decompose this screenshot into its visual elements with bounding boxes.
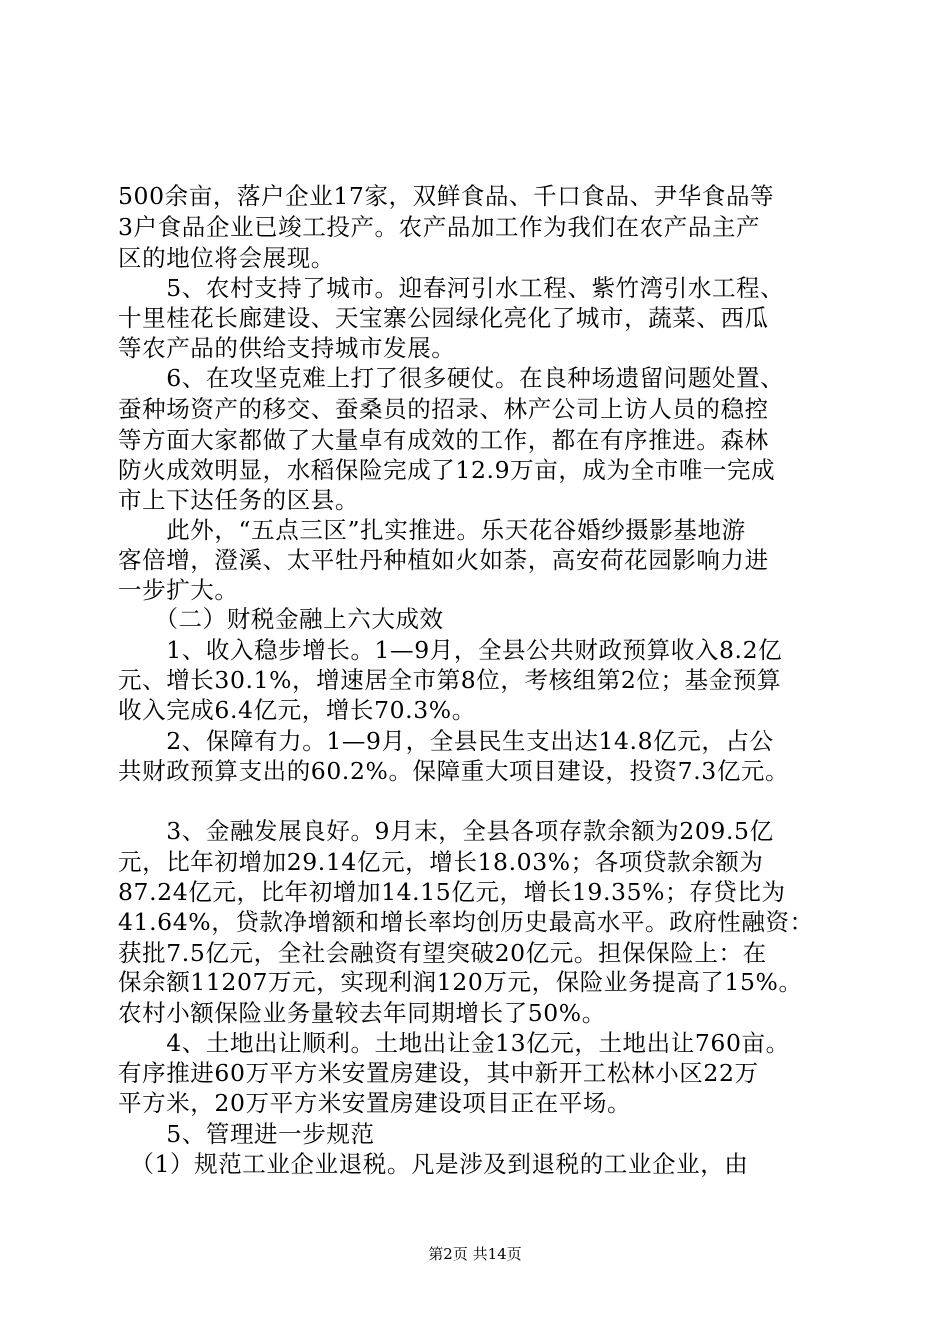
- text-line: 此外，“五点三区”扎实推进。乐天花谷婚纱摄影基地游: [118, 516, 746, 544]
- text-line: 获批7.5亿元，全社会融资有望突破20亿元。担保保险上：在: [118, 939, 767, 967]
- text-line: 有序推进60万平方米安置房建设，其中新开工松林小区22万: [118, 1059, 759, 1087]
- text-line: 87.24亿元，比年初增加14.15亿元，增长19.35%；存贷比为: [118, 878, 786, 906]
- text-line: 收入完成6.4亿元，增长70.3%。: [118, 696, 476, 724]
- text-line: 防火成效明显，水稻保险完成了12.9万亩，成为全市唯一完成: [118, 456, 776, 484]
- text-line: 共财政预算支出的60.2%。保障重大项目建设，投资7.3亿元。: [118, 757, 790, 785]
- text-line: 5、管理进一步规范: [118, 1120, 375, 1148]
- text-line: 平方米，20万平方米安置房建设项目正在平场。: [118, 1089, 632, 1117]
- text-line: 等农产品的供给支持城市发展。: [118, 334, 456, 362]
- text-line: 500余亩，落户企业17家，双鲜食品、千口食品、尹华食品等: [118, 182, 775, 210]
- text-line: 客倍增，澄溪、太平牡丹种植如火如荼，高安荷花园影响力进: [118, 546, 769, 574]
- text-line: 等方面大家都做了大量卓有成效的工作，都在有序推进。森林: [118, 426, 769, 454]
- section-heading: （二）财税金融上六大成效: [118, 605, 444, 633]
- text-line: 农村小额保险业务量较去年同期增长了50%。: [118, 999, 606, 1027]
- text-line: 5、农村支持了城市。迎春河引水工程、紫竹湾引水工程、: [118, 274, 785, 302]
- page-footer: 第2页 共14页: [428, 1245, 522, 1263]
- text-line: 市上下达任务的区县。: [118, 486, 359, 514]
- text-line: 1、收入稳步增长。1—9月，全县公共财政预算收入8.2亿: [118, 636, 783, 664]
- text-line: 保余额11207万元，实现利润120万元，保险业务提高了15%。: [118, 968, 803, 996]
- text-line: 3户食品企业已竣工投产。农产品加工作为我们在农产品主产: [118, 213, 761, 241]
- text-line: 十里桂花长廊建设、天宝寨公园绿化亮化了城市，蔬菜、西瓜: [118, 304, 769, 332]
- text-line: 41.64%，贷款净增额和增长率均创历史最高水平。政府性融资：: [118, 908, 814, 936]
- text-line: 2、保障有力。1—9月，全县民生支出达14.8亿元，占公: [118, 727, 774, 755]
- text-line: 元、增长30.1%，增速居全市第8位，考核组第2位；基金预算: [118, 666, 782, 694]
- text-line: 一步扩大。: [118, 576, 239, 604]
- text-line: 蚕种场资产的移交、蚕桑员的招录、林产公司上访人员的稳控: [118, 395, 769, 423]
- text-line: 3、金融发展良好。9月末，全县各项存款余额为209.5亿: [118, 817, 774, 845]
- text-line: （1）规范工业企业退税。凡是涉及到退税的工业企业，由: [118, 1150, 749, 1178]
- text-line: 4、土地出让顺利。土地出让金13亿元，土地出让760亩。: [118, 1029, 790, 1057]
- text-line: 区的地位将会展现。: [118, 244, 335, 272]
- text-line: 6、在攻坚克难上打了很多硬仗。在良种场遗留问题处置、: [118, 364, 785, 392]
- text-line: 元，比年初增加29.14亿元，增长18.03%；各项贷款余额为: [118, 848, 764, 876]
